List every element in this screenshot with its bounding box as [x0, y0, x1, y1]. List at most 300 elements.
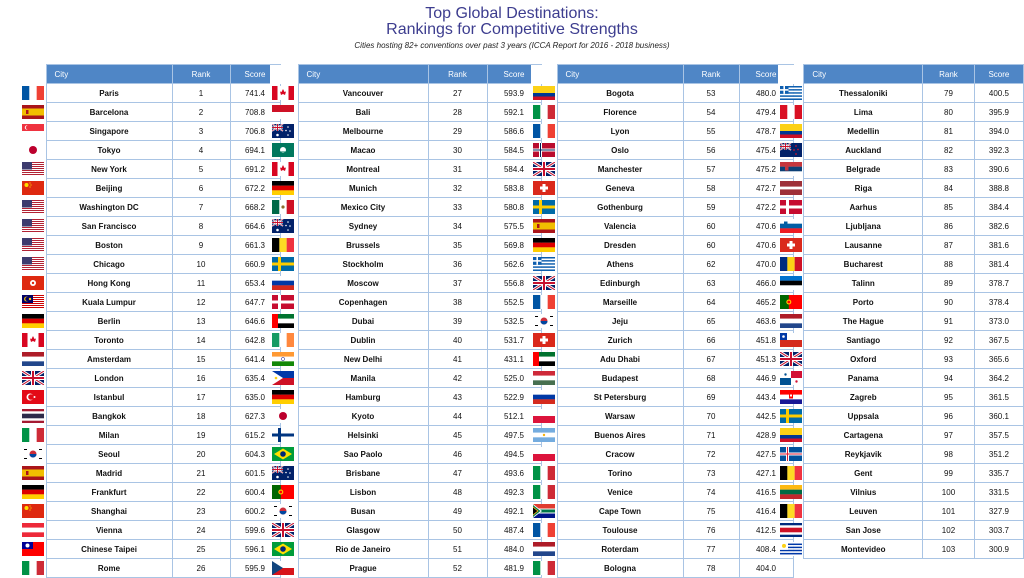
rank-cell: 13 [172, 312, 230, 331]
flag-cell [270, 160, 298, 179]
rank-cell: 51 [428, 540, 487, 559]
table-row [531, 255, 793, 274]
city-cell: Vienna [46, 521, 172, 540]
score-cell: 381.6 [974, 236, 1023, 255]
rank-cell: 41 [428, 350, 487, 369]
city-cell: Leuven [804, 502, 923, 521]
score-cell: 427.1 [739, 464, 793, 483]
rank-column-header: Rank [428, 65, 487, 84]
score-cell: 404.0 [739, 559, 793, 578]
poland-flag-icon [533, 447, 555, 461]
city-cell: Talinn [804, 274, 923, 293]
table-row [20, 198, 280, 217]
rank-cell: 37 [428, 274, 487, 293]
table-row [778, 540, 1024, 559]
flag-cell [778, 483, 804, 502]
rank-cell: 11 [172, 274, 230, 293]
city-cell: Paris [46, 84, 172, 103]
flag-cell [778, 445, 804, 464]
rank-cell: 16 [172, 369, 230, 388]
table-row [778, 312, 1024, 331]
city-cell: Busan [298, 502, 428, 521]
score-cell: 493.6 [487, 464, 541, 483]
italy-flag-icon [533, 105, 555, 119]
score-cell: 428.9 [739, 426, 793, 445]
score-cell: 446.9 [739, 369, 793, 388]
rank-cell: 24 [172, 521, 230, 540]
city-cell: Reykjavik [804, 445, 923, 464]
rank-cell: 76 [683, 521, 739, 540]
costarica-flag-icon [780, 523, 802, 537]
rank-cell: 2 [172, 103, 230, 122]
netherlands-flag-icon [22, 352, 44, 366]
city-cell: Munich [298, 179, 428, 198]
flag-cell [20, 141, 46, 160]
table-row [20, 179, 280, 198]
table-row [778, 369, 1024, 388]
city-cell: Cartagena [804, 426, 923, 445]
sweden-flag-icon [533, 200, 555, 214]
table-row [531, 464, 793, 483]
australia-flag-icon [272, 466, 294, 480]
table-row [270, 198, 541, 217]
table-row [270, 217, 541, 236]
canada-flag-icon [272, 86, 294, 100]
city-cell: Seoul [46, 445, 172, 464]
rank-cell: 46 [428, 445, 487, 464]
city-cell: London [46, 369, 172, 388]
city-cell: Kyoto [298, 407, 428, 426]
rank-cell: 43 [428, 388, 487, 407]
flag-cell [531, 103, 557, 122]
city-cell: Sao Paolo [298, 445, 428, 464]
table-row [270, 179, 541, 198]
table-row [20, 407, 280, 426]
score-cell: 390.6 [974, 160, 1023, 179]
rank-cell: 30 [428, 141, 487, 160]
page-title-line2: Rankings for Competitive Strengths [386, 21, 638, 38]
city-cell: Valencia [557, 217, 683, 236]
rank-cell: 62 [683, 255, 739, 274]
city-cell: Florence [557, 103, 683, 122]
city-cell: Tokyo [46, 141, 172, 160]
city-column-header: City [46, 65, 172, 84]
flag-cell [531, 407, 557, 426]
score-cell: 556.8 [487, 274, 541, 293]
rank-cell: 14 [172, 331, 230, 350]
city-cell: Cracow [557, 445, 683, 464]
table-header-row [531, 65, 793, 84]
city-cell: Zagreb [804, 388, 923, 407]
rank-cell: 91 [923, 312, 975, 331]
australia-flag-icon [272, 124, 294, 138]
ranking-panel-1 [20, 64, 281, 578]
city-cell: Manchester [557, 160, 683, 179]
usa-flag-icon [22, 238, 44, 252]
flag-cell [20, 217, 46, 236]
newzealand-flag-icon [780, 143, 802, 157]
table-row [531, 236, 793, 255]
flag-cell [778, 464, 804, 483]
score-cell: 365.6 [974, 350, 1023, 369]
flag-cell [20, 502, 46, 521]
city-cell: Copenhagen [298, 293, 428, 312]
city-column-header: City [557, 65, 683, 84]
score-cell: 531.7 [487, 331, 541, 350]
table-row [270, 521, 541, 540]
table-header-row [270, 65, 541, 84]
score-cell: 327.9 [974, 502, 1023, 521]
flag-cell [270, 540, 298, 559]
city-cell: Warsaw [557, 407, 683, 426]
usa-flag-icon [22, 219, 44, 233]
flag-cell [20, 464, 46, 483]
city-cell: Rome [46, 559, 172, 578]
denmark-flag-icon [272, 295, 294, 309]
rank-cell: 28 [428, 103, 487, 122]
score-cell: 427.5 [739, 445, 793, 464]
argentina-flag-icon [533, 428, 555, 442]
city-cell: Jeju [557, 312, 683, 331]
city-cell: Vancouver [298, 84, 428, 103]
city-cell: Chicago [46, 255, 172, 274]
table-row [778, 84, 1024, 103]
score-column-header: Score [974, 65, 1023, 84]
table-row [778, 502, 1024, 521]
table-row [20, 350, 280, 369]
rank-cell: 20 [172, 445, 230, 464]
flag-cell [20, 445, 46, 464]
rank-cell: 58 [683, 179, 739, 198]
flag-cell [20, 312, 46, 331]
flag-cell [20, 293, 46, 312]
spain-flag-icon [533, 219, 555, 233]
rank-cell: 67 [683, 350, 739, 369]
city-cell: Athens [557, 255, 683, 274]
belgium-flag-icon [780, 466, 802, 480]
rank-cell: 64 [683, 293, 739, 312]
score-cell: 647.7 [230, 293, 280, 312]
germany-flag-icon [272, 390, 294, 404]
table-row [531, 445, 793, 464]
table-row [20, 369, 280, 388]
flag-cell [531, 540, 557, 559]
score-column-header: Score [487, 65, 541, 84]
score-cell: 442.5 [739, 407, 793, 426]
rank-cell: 40 [428, 331, 487, 350]
city-cell: Oxford [804, 350, 923, 369]
score-cell: 525.0 [487, 369, 541, 388]
city-cell: San Francisco [46, 217, 172, 236]
flag-cell [20, 483, 46, 502]
flag-cell [270, 426, 298, 445]
uk-flag-icon [22, 371, 44, 385]
score-cell: 475.2 [739, 160, 793, 179]
score-cell: 335.7 [974, 464, 1023, 483]
score-cell: 408.4 [739, 540, 793, 559]
flag-cell [778, 521, 804, 540]
table-row [270, 445, 541, 464]
rank-column-header: Rank [923, 65, 975, 84]
score-cell: 443.4 [739, 388, 793, 407]
chile-flag-icon [780, 333, 802, 347]
score-cell: 708.8 [230, 103, 280, 122]
table-row [270, 464, 541, 483]
rank-cell: 74 [683, 483, 739, 502]
rank-cell: 33 [428, 198, 487, 217]
city-cell: Torino [557, 464, 683, 483]
flag-cell [270, 217, 298, 236]
city-cell: Thessaloniki [804, 84, 923, 103]
score-cell: 600.2 [230, 502, 280, 521]
table-row [778, 179, 1024, 198]
table-row [270, 274, 541, 293]
table-row [270, 331, 541, 350]
score-cell: 351.2 [974, 445, 1023, 464]
score-cell: 484.0 [487, 540, 541, 559]
korea-flag-icon [533, 314, 555, 328]
table-row [270, 407, 541, 426]
greece-flag-icon [533, 257, 555, 271]
city-cell: Amsterdam [46, 350, 172, 369]
rank-cell: 19 [172, 426, 230, 445]
romania-flag-icon [780, 257, 802, 271]
flag-cell [778, 274, 804, 293]
table-row [531, 331, 793, 350]
flag-cell [270, 122, 298, 141]
flag-cell [20, 521, 46, 540]
flag-cell [270, 407, 298, 426]
city-cell: Manila [298, 369, 428, 388]
city-cell: Chinese Taipei [46, 540, 172, 559]
table-row [778, 521, 1024, 540]
russia-flag-icon [533, 390, 555, 404]
city-cell: Shanghai [46, 502, 172, 521]
flag-cell [778, 103, 804, 122]
rank-cell: 78 [683, 559, 739, 578]
turkey-flag-icon [22, 390, 44, 404]
city-cell: Bali [298, 103, 428, 122]
city-cell: Uppsala [804, 407, 923, 426]
flag-cell [531, 464, 557, 483]
table-row [531, 521, 793, 540]
table-header-row [778, 65, 1024, 84]
germany-flag-icon [272, 181, 294, 195]
score-cell: 388.8 [974, 179, 1023, 198]
italy-flag-icon [533, 466, 555, 480]
ranking-panel-2 [270, 64, 542, 578]
score-cell: 569.8 [487, 236, 541, 255]
netherlands-flag-icon [533, 542, 555, 556]
flag-cell [270, 521, 298, 540]
southafrica-flag-icon [533, 504, 555, 518]
table-row [531, 198, 793, 217]
sweden-flag-icon [272, 257, 294, 271]
table-row [270, 236, 541, 255]
flag-cell [270, 293, 298, 312]
city-cell: Mexico City [298, 198, 428, 217]
city-cell: Ljubljana [804, 217, 923, 236]
uae-flag-icon [272, 314, 294, 328]
rank-cell: 39 [428, 312, 487, 331]
flag-cell [270, 369, 298, 388]
rank-cell: 25 [172, 540, 230, 559]
brazil-flag-icon [272, 542, 294, 556]
usa-flag-icon [22, 162, 44, 176]
score-cell: 361.5 [974, 388, 1023, 407]
city-cell: Cape Town [557, 502, 683, 521]
table-row [778, 483, 1024, 502]
spain-flag-icon [22, 105, 44, 119]
rank-cell: 59 [683, 198, 739, 217]
flag-cell [531, 350, 557, 369]
netherlands-flag-icon [780, 314, 802, 328]
flag-header-spacer [20, 65, 46, 84]
city-cell: Hamburg [298, 388, 428, 407]
colombia-flag-icon [780, 124, 802, 138]
rank-cell: 86 [923, 217, 975, 236]
flag-cell [270, 198, 298, 217]
italy-flag-icon [22, 561, 44, 575]
rank-cell: 10 [172, 255, 230, 274]
city-cell: Beijing [46, 179, 172, 198]
score-cell: 668.2 [230, 198, 280, 217]
flag-cell [778, 312, 804, 331]
rank-cell: 103 [923, 540, 975, 559]
city-cell: Lima [804, 103, 923, 122]
score-cell: 451.3 [739, 350, 793, 369]
table-row [778, 122, 1024, 141]
table-row [270, 369, 541, 388]
city-cell: Melbourne [298, 122, 428, 141]
score-cell: 522.9 [487, 388, 541, 407]
thailand-flag-icon [22, 409, 44, 423]
city-cell: New York [46, 160, 172, 179]
score-cell: 463.6 [739, 312, 793, 331]
flag-cell [531, 445, 557, 464]
score-cell: 367.5 [974, 331, 1023, 350]
flag-cell [531, 331, 557, 350]
score-cell: 478.7 [739, 122, 793, 141]
japan-flag-icon [22, 143, 44, 157]
score-cell: 575.5 [487, 217, 541, 236]
city-cell: Belgrade [804, 160, 923, 179]
table-row [778, 464, 1024, 483]
rank-cell: 100 [923, 483, 975, 502]
score-cell: 378.4 [974, 293, 1023, 312]
russia-flag-icon [272, 276, 294, 290]
score-cell: 472.2 [739, 198, 793, 217]
flag-cell [778, 255, 804, 274]
uk-flag-icon [533, 276, 555, 290]
singapore-flag-icon [22, 124, 44, 138]
table-row [531, 502, 793, 521]
city-cell: San Jose [804, 521, 923, 540]
table-row [531, 369, 793, 388]
city-cell: The Hague [804, 312, 923, 331]
table-row [20, 293, 280, 312]
colombia-flag-icon [780, 428, 802, 442]
flag-cell [270, 464, 298, 483]
score-cell: 660.9 [230, 255, 280, 274]
score-cell: 646.6 [230, 312, 280, 331]
ranking-table [778, 64, 1024, 559]
table-row [270, 255, 541, 274]
switzerland-flag-icon [533, 333, 555, 347]
city-cell: Berlin [46, 312, 172, 331]
france-flag-icon [533, 523, 555, 537]
rank-cell: 1 [172, 84, 230, 103]
rank-cell: 53 [683, 84, 739, 103]
mexico-flag-icon [272, 200, 294, 214]
city-cell: Riga [804, 179, 923, 198]
spain-flag-icon [22, 466, 44, 480]
flag-cell [270, 502, 298, 521]
flag-cell [778, 369, 804, 388]
finland-flag-icon [272, 428, 294, 442]
china-flag-icon [22, 504, 44, 518]
indonesia-flag-icon [272, 105, 294, 119]
korea-flag-icon [272, 504, 294, 518]
flag-cell [531, 236, 557, 255]
score-cell: 741.4 [230, 84, 280, 103]
rank-cell: 98 [923, 445, 975, 464]
rank-cell: 55 [683, 122, 739, 141]
table-row [270, 122, 541, 141]
flag-cell [20, 122, 46, 141]
flag-cell [20, 369, 46, 388]
france-flag-icon [22, 86, 44, 100]
flag-cell [20, 84, 46, 103]
score-cell: 479.4 [739, 103, 793, 122]
table-row [20, 217, 280, 236]
flag-cell [531, 388, 557, 407]
rank-cell: 32 [428, 179, 487, 198]
korea-flag-icon [22, 447, 44, 461]
flag-cell [531, 483, 557, 502]
score-cell: 586.6 [487, 122, 541, 141]
table-row [778, 350, 1024, 369]
ranking-panel-4 [778, 64, 1024, 559]
table-row [20, 540, 280, 559]
city-cell: Auckland [804, 141, 923, 160]
rank-cell: 96 [923, 407, 975, 426]
rank-cell: 94 [923, 369, 975, 388]
ranking-panel-3 [531, 64, 794, 578]
belgium-flag-icon [272, 238, 294, 252]
score-column-header: Score [739, 65, 793, 84]
flag-cell [778, 388, 804, 407]
city-cell: Budapest [557, 369, 683, 388]
city-column-header: City [298, 65, 428, 84]
rank-cell: 95 [923, 388, 975, 407]
score-cell: 653.4 [230, 274, 280, 293]
flag-cell [270, 84, 298, 103]
ranking-table [531, 64, 794, 578]
score-cell: 562.6 [487, 255, 541, 274]
flag-cell [778, 350, 804, 369]
city-cell: Frankfurt [46, 483, 172, 502]
flag-cell [20, 160, 46, 179]
rank-cell: 93 [923, 350, 975, 369]
italy-flag-icon [533, 561, 555, 575]
rank-cell: 60 [683, 236, 739, 255]
flag-cell [778, 84, 804, 103]
table-row [270, 426, 541, 445]
rank-cell: 54 [683, 103, 739, 122]
rank-cell: 83 [923, 160, 975, 179]
table-row [270, 350, 541, 369]
